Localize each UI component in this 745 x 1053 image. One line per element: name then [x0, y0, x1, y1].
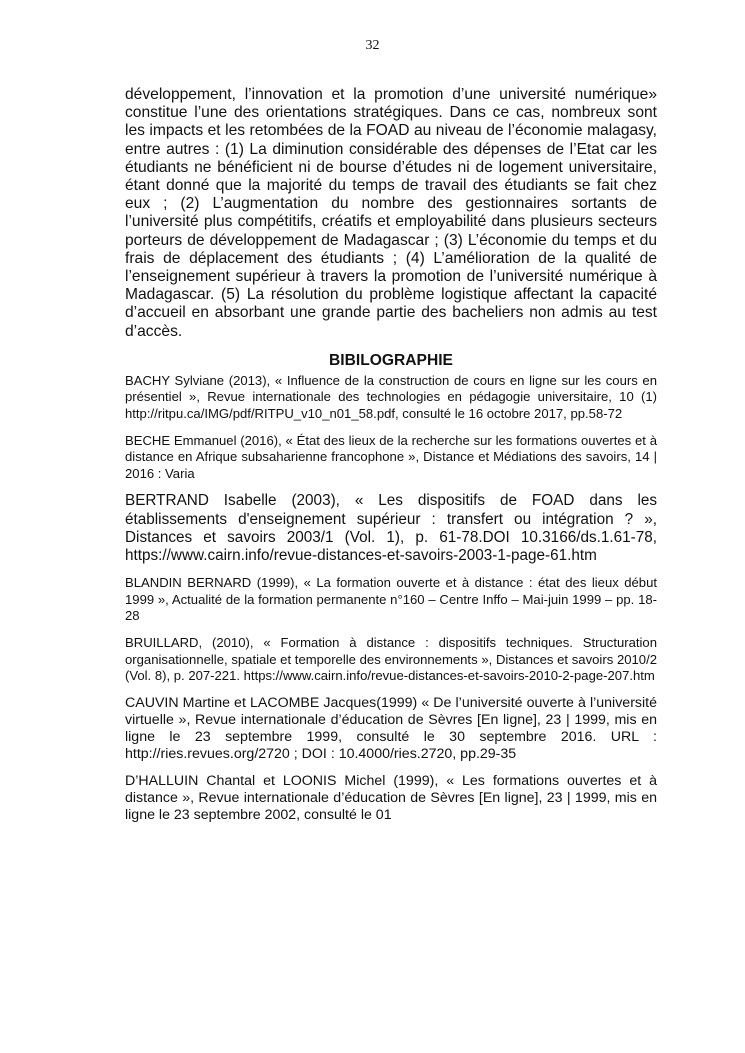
page-content — [125, 86, 657, 834]
reference-list — [125, 373, 657, 824]
reference-item: BLANDIN BERNARD (1999), « La formation ouverte et à distance : état des lieux début 1999 », Actualité de la formation permanente n°160 – Centre Inffo – Mai-juin 1999 – pp. 18-28 — [125, 575, 657, 624]
reference-item: BECHE Emmanuel (2016), « État des lieux de la recherche sur les formations ouvertes et à distance en Afrique subsaharienne francophone », Distance et Médiations des savoirs, 14 | 2016 : Varia — [125, 432, 657, 481]
reference-item: BRUILLARD, (2010), « Formation à distance : dispositifs techniques. Structuration organisationnelle, spatiale et temporelle des environnements », Distances et savoirs 2010/2 (Vol. 8), p. 207-221. https://www.cairn.info/revue-distances-et-savoirs-2010-2-page-207.htm — [125, 635, 657, 684]
body-paragraph: développement, l’innovation et la promotion d’une université numérique» constitue l’une des orientations stratégiques. Dans ce cas, nombreux sont les impacts et les retombées de la FOAD au niveau de l’économie malagasy, entre autres : (1) La diminution considérable des dépenses de l’Etat car les étudiants ne bénéficient ni de bourse d’études ni de logement universitaire, étant donné que la majorité du temps de travail des étudiants se fait chez eux ; (2) L’augmentation du nombre des gestionnaires sortants de l’université plus compétitifs, créatifs et employabilité dans plusieurs secteurs porteurs de développement de Madagascar ; (3) L’économie du temps et du frais de déplacement des étudiants ; (4) L’amélioration de la qualité de l’enseignement supérieur à travers la promotion de l’université numérique à Madagascar. (5) La résolution du problème logistique affectant la capacité d’accueil en absorbant une grande partie des bacheliers non admis au test d’accès. — [125, 86, 657, 340]
bibliography-heading: BIBILOGRAPHIE — [329, 351, 453, 369]
page-number: 32 — [365, 38, 380, 53]
reference-item: BERTRAND Isabelle (2003), « Les dispositifs de FOAD dans les établissements d'enseignement supérieur : transfert ou intégration ? », Distances et savoirs 2003/1 (Vol. 1), p. 61-78.DOI 10.3166/ds.1.61-78, https://www.cairn.info/revue-distances-et-savoirs-2003-1-page-61.htm — [125, 492, 657, 565]
reference-item: BACHY Sylviane (2013), « Influence de la construction de cours en ligne sur les cours en présentiel », Revue internationale des technologies en pédagogie universitaire, 10 (1) http://ritpu.ca/IMG/pdf/RITPU_v10_n01_58.pdf, consulté le 16 octobre 2017, pp.58-72 — [125, 372, 657, 422]
reference-item: D’HALLUIN Chantal et LOONIS Michel (1999), « Les formations ouvertes et à distance », Revue internationale d’éducation de Sèvres [En ligne], 23 | 1999, mis en ligne le 23 septembre 2002, consulté le 01 — [125, 772, 657, 823]
reference-item: CAUVIN Martine et LACOMBE Jacques(1999) « De l’université ouverte à l’université virtuelle », Revue internationale d’éducation de Sèvres [En ligne], 23 | 1999, mis en ligne le 23 septembre 1999, consulté le 30 septembre 2016. URL : http://ries.revues.org/2720 ; DOI : 10.4000/ries.2720, pp.29-35 — [125, 694, 657, 762]
